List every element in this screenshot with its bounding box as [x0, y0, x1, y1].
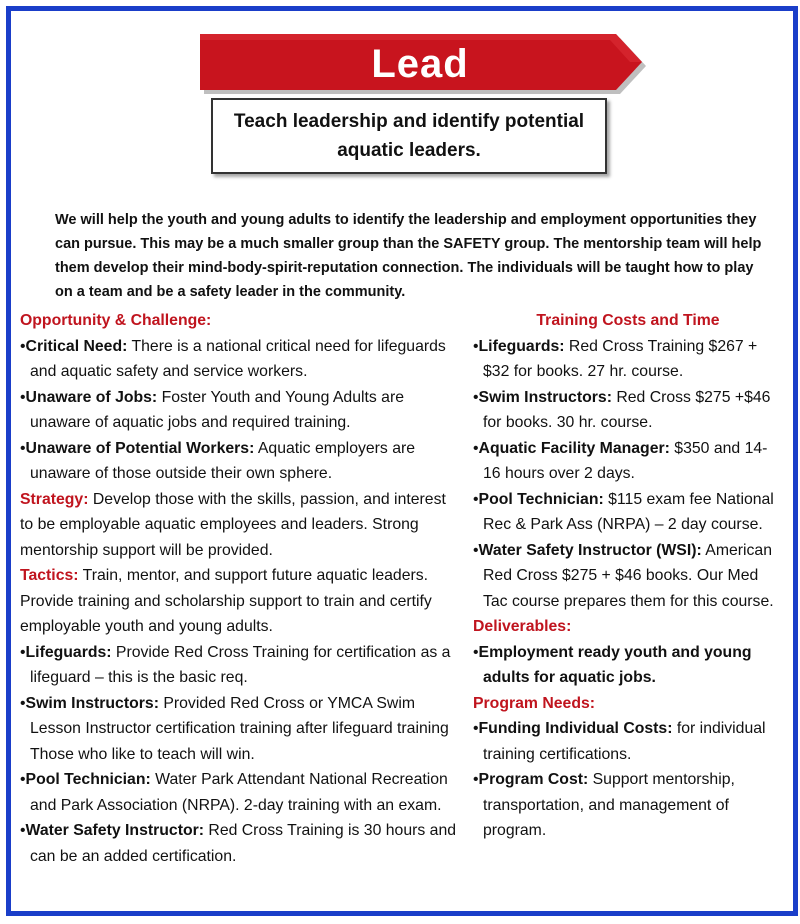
item-label: Water Safety Instructor: — [25, 822, 205, 839]
bullet-icon: • — [20, 771, 26, 788]
bullet-icon: • — [473, 439, 479, 457]
item-text: Red Cross Training is 30 hours and can be an added certification. — [30, 822, 457, 865]
bullet-icon: • — [20, 388, 26, 406]
left-column — [20, 308, 460, 869]
item-label: Program Cost: — [478, 771, 589, 788]
tactics-text: Train, mentor, and support future aquatic leaders. Provide training and scholarship support to train and certify employable youth and young adults. — [20, 567, 432, 635]
list-item — [20, 691, 460, 768]
list-item — [20, 767, 460, 818]
bullet-icon: • — [473, 337, 479, 355]
list-item — [473, 334, 783, 385]
list-item — [473, 767, 783, 844]
item-label: Unaware of Potential Workers: — [25, 439, 255, 457]
bullet-icon: • — [473, 771, 479, 788]
program-needs-heading: Program Needs: — [473, 694, 596, 712]
item-text: American Red Cross $275 + $46 books. Our Med Tac course prepares them for this course. — [483, 541, 774, 610]
item-text: Support mentorship, transportation, and management of program. — [483, 771, 735, 839]
needs-list — [473, 716, 783, 844]
strategy-paragraph — [20, 487, 460, 564]
bullet-icon: • — [473, 490, 479, 508]
strategy-text: Develop those with the skills, passion, and interest to be employable aquatic employees and leaders. Strong mentorship support will be provided. — [20, 490, 446, 559]
item-label: Pool Technician: — [25, 771, 151, 788]
deliverables-heading: Deliverables: — [473, 618, 572, 635]
list-item — [473, 436, 783, 487]
list-item — [473, 538, 783, 615]
list-item — [20, 385, 460, 436]
item-label: Lifeguards: — [25, 643, 112, 661]
list-item — [473, 640, 783, 691]
bullet-icon: • — [473, 643, 479, 661]
item-label: Swim Instructors: — [25, 694, 159, 712]
item-text: $350 and 14-16 hours over 2 days. — [483, 439, 768, 482]
bullet-icon: • — [20, 694, 26, 712]
deliverables-list — [473, 640, 783, 691]
item-text: Provided Red Cross or YMCA Swim Lesson Instructor certification training after lifeguard training Those who like to teach will win. — [30, 694, 449, 763]
list-item — [20, 818, 460, 869]
challenges-list — [20, 334, 460, 487]
item-text: Provide Red Cross Training for certification as a lifeguard – this is the basic req. — [30, 643, 451, 686]
item-label: Lifeguards: — [478, 337, 565, 355]
tactics-label: Tactics: — [20, 567, 79, 584]
tactics-paragraph — [20, 563, 460, 640]
list-item — [20, 640, 460, 691]
list-item — [20, 436, 460, 487]
item-label: Pool Technician: — [478, 490, 604, 508]
item-text: for individual training certifications. — [483, 720, 766, 763]
title-banner — [200, 32, 648, 96]
tactics-list — [20, 640, 460, 870]
item-label: Employment ready youth and young adults for aquatic jobs. — [478, 643, 752, 686]
right-column — [473, 308, 783, 844]
item-label: Aquatic Facility Manager: — [478, 439, 670, 457]
item-label: Unaware of Jobs: — [25, 388, 158, 406]
item-text: Red Cross $275 +$46 for books. 30 hr. course. — [483, 388, 771, 431]
bullet-icon: • — [20, 643, 26, 661]
list-item — [473, 385, 783, 436]
item-text: Foster Youth and Young Adults are unaware of aquatic jobs and required training. — [30, 388, 405, 431]
bullet-icon: • — [20, 822, 26, 839]
item-text: Aquatic employers are unaware of those outside their own sphere. — [30, 439, 416, 482]
bullet-icon: • — [20, 337, 26, 355]
item-text: There is a national critical need for lifeguards and aquatic safety and service workers. — [30, 337, 446, 380]
intro-paragraph: We will help the youth and young adults to identify the leadership and employment opportunities they can pursue. This may be a much smaller group than the SAFETY group. The mentorship team will help them develop their mind-body-spirit-reputation connection. The individuals will be taught how to play on a team and be a safety leader in the community. — [55, 212, 762, 300]
costs-list — [473, 334, 783, 615]
item-text: $115 exam fee National Rec & Park Ass (NRPA) – 2 day course. — [483, 490, 774, 533]
subtitle: Teach leadership and identify potential aquatic leaders. — [211, 98, 607, 174]
opportunity-heading: Opportunity & Challenge: — [20, 312, 212, 329]
list-item — [473, 487, 783, 538]
item-label: Swim Instructors: — [478, 388, 612, 406]
training-costs-heading: Training Costs and Time — [536, 312, 720, 329]
bullet-icon: • — [20, 439, 26, 457]
item-label: Water Safety Instructor (WSI): — [478, 541, 702, 559]
item-label: Critical Need: — [25, 337, 128, 355]
strategy-label: Strategy: — [20, 490, 89, 508]
bullet-icon: • — [473, 388, 479, 406]
list-item — [20, 334, 460, 385]
item-text: Water Park Attendant National Recreation and Park Association (NRPA). 2-day training with an exam. — [30, 771, 448, 814]
item-label: Funding Individual Costs: — [478, 720, 673, 737]
list-item — [473, 716, 783, 767]
banner-title: Lead — [371, 41, 469, 86]
bullet-icon: • — [473, 541, 479, 559]
bullet-icon: • — [473, 720, 479, 737]
item-text: Red Cross Training $267 + $32 for books. 27 hr. course. — [483, 337, 758, 380]
